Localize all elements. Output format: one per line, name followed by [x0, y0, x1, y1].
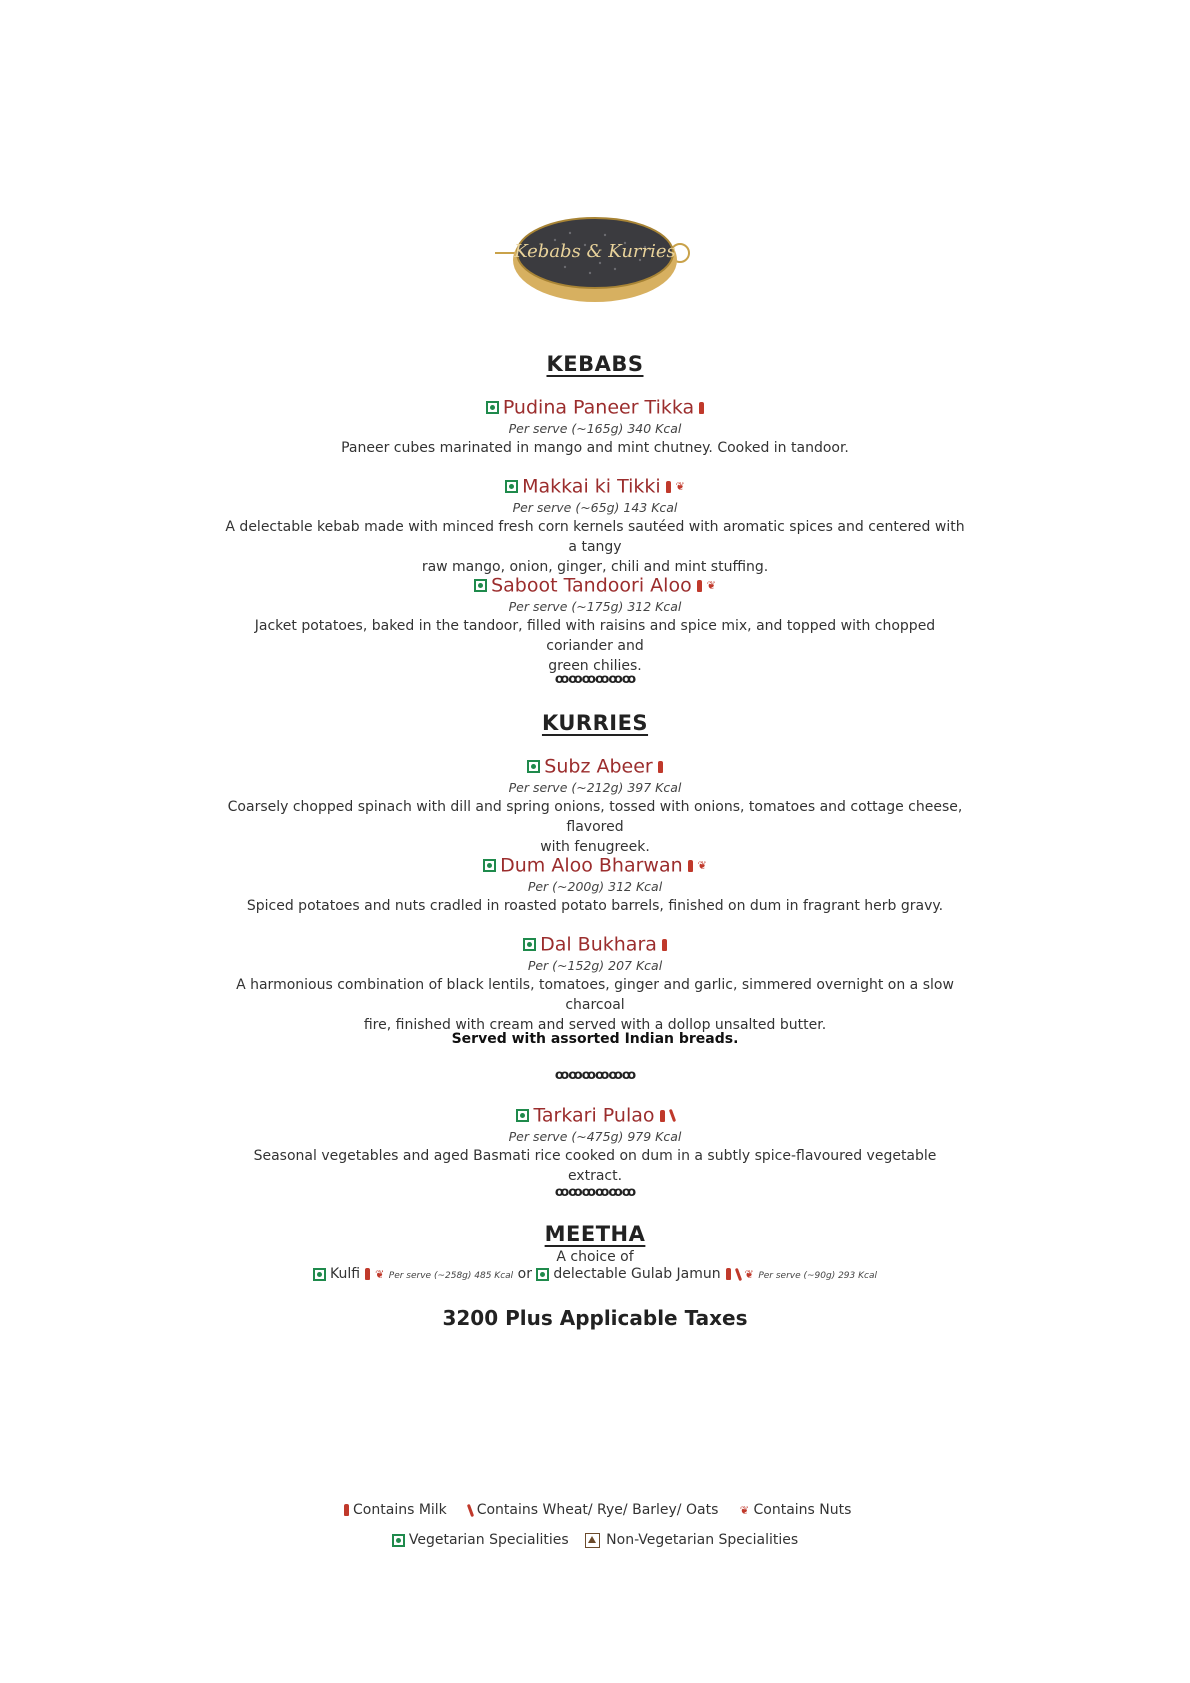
- nut-icon: ❦: [739, 1503, 750, 1517]
- legend-nuts: Contains Nuts: [753, 1502, 852, 1518]
- dish-description: A delectable kebab made with minced fresh corn kernels sautéed with aromatic spices and centered with a tangy raw mango, onion, ginger, chili and mint stuffing.: [225, 519, 965, 575]
- meetha-options: [0, 1266, 1190, 1282]
- veg-icon: [392, 1534, 405, 1547]
- dish-serve: Per (~152g) 207 Kcal: [527, 958, 663, 973]
- section-heading-kebabs: KEBABS: [546, 352, 644, 376]
- dish-serve: Per serve (~65g) 143 Kcal: [512, 500, 678, 515]
- kulfi-serve: Per serve (~258g) 485 Kcal: [388, 1271, 514, 1281]
- dish-description: Spiced potatoes and nuts cradled in roasted potato barrels, finished on dum in fragrant herb gravy.: [246, 898, 944, 914]
- diet-legend: [0, 1532, 1190, 1548]
- gulab-jamun-label: delectable Gulab Jamun: [553, 1266, 721, 1282]
- veg-icon: [505, 480, 518, 493]
- logo-text: Kebabs & Kurries: [514, 241, 676, 262]
- milk-icon: [726, 1268, 731, 1280]
- legend-milk: Contains Milk: [353, 1502, 447, 1518]
- dish-serve: Per serve (~475g) 979 Kcal: [508, 1129, 682, 1144]
- nut-icon: ❦: [375, 1267, 385, 1281]
- gulab-jamun-serve: Per serve (~90g) 293 Kcal: [758, 1271, 877, 1281]
- kulfi-label: Kulfi: [330, 1266, 361, 1282]
- legend-nonveg: Non-Vegetarian Specialities: [606, 1532, 799, 1548]
- dish-description: A harmonious combination of black lentils, tomatoes, ginger and garlic, simmered overnight on a slow charcoal fire, finished with cream and served with a dollop unsalted butter.: [236, 977, 954, 1033]
- separator: ꝏꝏꝏꝏꝏꝏ: [554, 1068, 636, 1083]
- veg-icon: [486, 401, 499, 414]
- dish-title-dal-bukhara: Dal Bukhara: [0, 932, 1190, 957]
- dish-serve: Per serve (~175g) 312 Kcal: [508, 599, 682, 614]
- dish-title-pudina-paneer-tikka: Pudina Paneer Tikka: [0, 395, 1190, 420]
- milk-icon: [666, 481, 671, 493]
- dish-title-subz-abeer: Subz Abeer: [0, 754, 1190, 779]
- milk-icon: [662, 939, 667, 951]
- legend-wheat: Contains Wheat/ Rye/ Barley/ Oats: [476, 1502, 719, 1518]
- milk-icon: [344, 1504, 349, 1516]
- dish-serve: Per (~200g) 312 Kcal: [527, 879, 663, 894]
- allergen-legend: [0, 1502, 1190, 1518]
- nut-icon: ❦: [675, 480, 685, 493]
- milk-icon: [697, 580, 702, 592]
- veg-icon: [527, 760, 540, 773]
- wheat-icon: [735, 1267, 742, 1280]
- veg-icon: [536, 1268, 549, 1281]
- wheat-icon: [467, 1503, 474, 1516]
- veg-icon: [474, 579, 487, 592]
- meetha-choice: A choice of: [556, 1249, 634, 1265]
- nut-icon: ❦: [744, 1267, 754, 1281]
- section-heading-meetha: MEETHA: [544, 1222, 646, 1246]
- price: 3200 Plus Applicable Taxes: [442, 1306, 748, 1330]
- dish-title-makkai-ki-tikki: Makkai ki Tikki ❦: [0, 474, 1190, 499]
- milk-icon: [699, 402, 704, 414]
- milk-icon: [365, 1268, 370, 1280]
- non-veg-icon: [585, 1533, 600, 1548]
- served-note: Served with assorted Indian breads.: [451, 1031, 739, 1047]
- dish-description: Jacket potatoes, baked in the tandoor, filled with raisins and spice mix, and topped with chopped coriander and green chilies.: [254, 618, 936, 674]
- nut-icon: ❦: [697, 859, 707, 872]
- separator: ꝏꝏꝏꝏꝏꝏ: [554, 1185, 636, 1200]
- veg-icon: [483, 859, 496, 872]
- restaurant-logo: [495, 205, 695, 315]
- or-label: or: [517, 1266, 532, 1282]
- milk-icon: [658, 761, 663, 773]
- dish-description: Paneer cubes marinated in mango and mint chutney. Cooked in tandoor.: [341, 440, 849, 456]
- veg-icon: [523, 938, 536, 951]
- nut-icon: ❦: [706, 579, 716, 592]
- milk-icon: [688, 860, 693, 872]
- separator: ꝏꝏꝏꝏꝏꝏ: [554, 672, 636, 687]
- section-heading-kurries: KURRIES: [541, 711, 649, 735]
- dish-title-dum-aloo-bharwan: Dum Aloo Bharwan ❦: [0, 853, 1190, 878]
- veg-icon: [313, 1268, 326, 1281]
- veg-icon: [516, 1109, 529, 1122]
- dish-serve: Per serve (~165g) 340 Kcal: [508, 421, 682, 436]
- dish-description: Coarsely chopped spinach with dill and spring onions, tossed with onions, tomatoes and cottage cheese, flavored with fenugreek.: [227, 799, 963, 855]
- dish-title-tarkari-pulao: Tarkari Pulao: [0, 1103, 1190, 1128]
- milk-icon: [660, 1110, 665, 1122]
- legend-veg: Vegetarian Specialities: [408, 1532, 569, 1548]
- dish-title-saboot-tandoori-aloo: Saboot Tandoori Aloo ❦: [0, 573, 1190, 598]
- dish-serve: Per serve (~212g) 397 Kcal: [508, 780, 682, 795]
- dish-description: Seasonal vegetables and aged Basmati rice cooked on dum in a subtly spice-flavoured vegetable extract.: [253, 1148, 937, 1184]
- wheat-icon: [668, 1109, 675, 1122]
